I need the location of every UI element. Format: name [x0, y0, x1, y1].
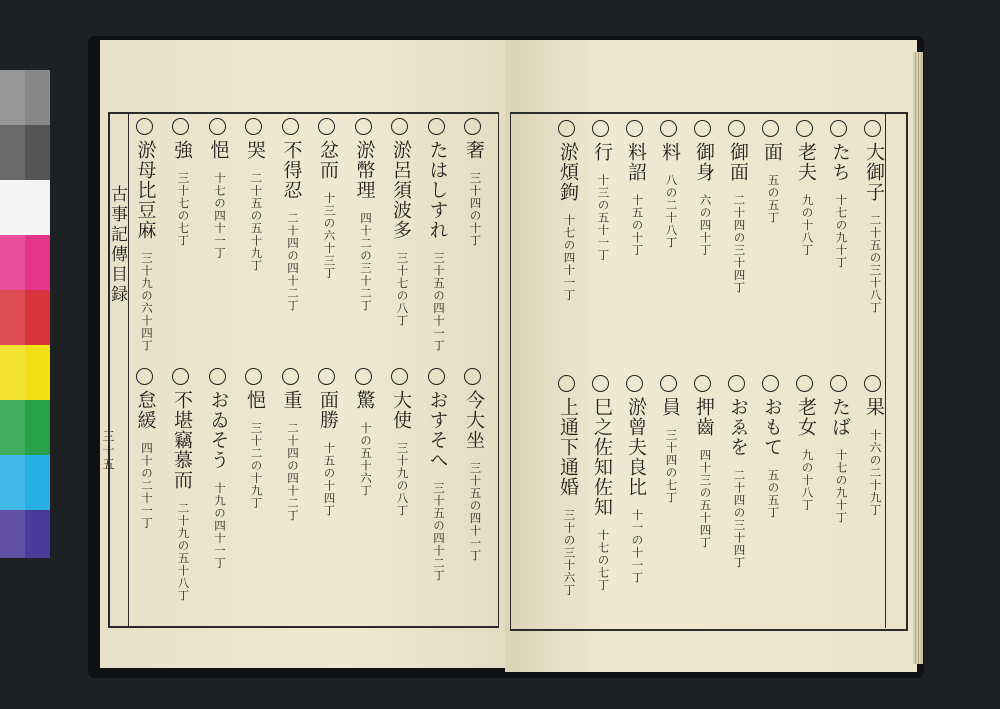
circle-marker-icon — [558, 375, 575, 392]
entry-title: 忿而 — [317, 140, 339, 180]
entry-page-reference: 三十の三十六丁 — [562, 509, 577, 597]
page-stack-edge — [913, 52, 923, 664]
entry-page-reference: 三十二の十九丁 — [249, 422, 264, 510]
left-margin-rule — [128, 112, 129, 628]
circle-marker-icon — [762, 120, 779, 137]
circle-marker-icon — [796, 120, 813, 137]
entry-page-reference: 十五の十四丁 — [322, 442, 337, 517]
entry-page-reference: 四十の二十一丁 — [140, 442, 154, 530]
entry-page-reference: 二十九の五十八丁 — [176, 502, 191, 602]
entry-page-reference: 三十九の六十四丁 — [140, 252, 154, 352]
book-title: 古事記傳目録 — [107, 185, 127, 305]
entry-title: 大御子 — [863, 142, 885, 202]
circle-marker-icon — [864, 375, 881, 392]
entry-title: おゐそう — [207, 390, 230, 470]
entry-title: 重 — [280, 390, 303, 410]
circle-marker-icon — [660, 375, 677, 392]
entry-title: 老夫 — [795, 142, 817, 182]
entry-title: 淤幣理 — [353, 140, 376, 200]
entry-title: 行 — [591, 142, 613, 162]
entry-title: 老女 — [795, 397, 817, 437]
circle-marker-icon — [464, 118, 481, 135]
entry-page-reference: 二十五の三十八丁 — [868, 214, 883, 314]
circle-marker-icon — [282, 368, 299, 385]
entry-title: おもて — [761, 397, 783, 457]
circle-marker-icon — [209, 368, 226, 385]
entry-title: おすそへ — [426, 390, 449, 470]
entry-title: 哭 — [244, 140, 266, 160]
entry-page-reference: 四十二の三十二丁 — [359, 212, 373, 312]
entry-title: 御面 — [727, 142, 749, 182]
circle-marker-icon — [136, 368, 153, 385]
entry-page-reference: 三十五の四十一丁 — [432, 252, 446, 352]
entry-title: 巳之佐知佐知 — [591, 397, 613, 517]
circle-marker-icon — [762, 375, 779, 392]
entry-title: 淤母比豆麻 — [134, 140, 157, 240]
entry-page-reference: 十三の五十一丁 — [596, 174, 611, 262]
entry-title: 悒 — [244, 390, 266, 410]
circle-marker-icon — [209, 118, 226, 135]
circle-marker-icon — [830, 120, 847, 137]
entry-page-reference: 二十四の三十四丁 — [732, 469, 747, 569]
entry-page-reference: 十一の十一丁 — [630, 509, 645, 584]
entry-page-reference: 十七の九十丁 — [834, 194, 849, 269]
entry-page-reference: 三十五の四十二丁 — [432, 482, 446, 582]
circle-marker-icon — [660, 120, 677, 137]
entry-page-reference: 十七の四十一丁 — [213, 172, 227, 260]
entry-page-reference: 二十四の四十二丁 — [286, 212, 300, 312]
entry-page-reference: 三十四の七丁 — [664, 429, 679, 504]
circle-marker-icon — [864, 120, 881, 137]
entry-page-reference: 三十七の七丁 — [176, 172, 191, 247]
entry-page-reference: 八の二十八丁 — [664, 174, 679, 249]
entry-title: 驚 — [353, 390, 376, 410]
entry-page-reference: 四十三の五十四丁 — [698, 449, 713, 549]
circle-marker-icon — [728, 375, 745, 392]
entry-title: 果 — [863, 397, 885, 417]
circle-marker-icon — [318, 368, 335, 385]
entry-page-reference: 二十四の四十二丁 — [286, 422, 300, 522]
entry-title: 不得忍 — [280, 140, 303, 200]
circle-marker-icon — [428, 118, 445, 135]
circle-marker-icon — [592, 375, 609, 392]
circle-marker-icon — [245, 118, 262, 135]
circle-marker-icon — [796, 375, 813, 392]
circle-marker-icon — [391, 118, 408, 135]
entry-title: たはしすれ — [426, 140, 449, 240]
entry-title: 淤呂須波多 — [390, 140, 412, 240]
entry-page-reference: 十の五十六丁 — [359, 422, 373, 497]
entry-title: 大使 — [390, 390, 412, 430]
entry-page-reference: 五の五丁 — [766, 469, 781, 519]
circle-marker-icon — [694, 375, 711, 392]
circle-marker-icon — [172, 368, 189, 385]
entry-title: 面 — [761, 142, 783, 162]
circle-marker-icon — [172, 118, 189, 135]
circle-marker-icon — [245, 368, 262, 385]
entry-title: 押齒 — [693, 397, 715, 437]
entry-title: 員 — [659, 397, 681, 417]
entry-page-reference: 十三の六十三丁 — [322, 192, 337, 280]
circle-marker-icon — [318, 118, 335, 135]
entry-title: 強 — [171, 140, 193, 160]
circle-marker-icon — [694, 120, 711, 137]
entry-page-reference: 三十四の十丁 — [468, 172, 483, 247]
circle-marker-icon — [626, 375, 643, 392]
circle-marker-icon — [558, 120, 575, 137]
circle-marker-icon — [282, 118, 299, 135]
folio-number: 三十五 — [101, 430, 115, 472]
entry-title: 料詔 — [625, 142, 647, 182]
circle-marker-icon — [830, 375, 847, 392]
entry-page-reference: 九の十八丁 — [800, 449, 815, 512]
entry-title: 怠緩 — [134, 390, 157, 430]
entry-page-reference: 六の四十丁 — [698, 194, 713, 257]
right-margin-rule — [885, 112, 886, 628]
entry-page-reference: 十六の二十九丁 — [868, 429, 883, 517]
entry-title: 面勝 — [317, 390, 339, 430]
entry-title: おゑを — [727, 397, 749, 457]
circle-marker-icon — [355, 368, 372, 385]
entry-title: たば — [829, 397, 851, 437]
entry-title: 淤煩鉤 — [557, 142, 579, 202]
circle-marker-icon — [428, 368, 445, 385]
entry-title: 料 — [659, 142, 681, 162]
entry-title: たち — [829, 142, 851, 182]
circle-marker-icon — [391, 368, 408, 385]
entry-title: 今大坐 — [463, 390, 485, 450]
entry-page-reference: 十七の九十丁 — [834, 449, 849, 524]
circle-marker-icon — [136, 118, 153, 135]
entry-page-reference: 二十五の五十九丁 — [249, 172, 264, 272]
entry-page-reference: 十九の四十一丁 — [213, 482, 227, 570]
entry-title: 不堪竊慕而 — [171, 390, 193, 490]
circle-marker-icon — [464, 368, 481, 385]
circle-marker-icon — [626, 120, 643, 137]
entry-page-reference: 三十七の八丁 — [395, 252, 410, 327]
circle-marker-icon — [592, 120, 609, 137]
circle-marker-icon — [355, 118, 372, 135]
entry-page-reference: 五の五丁 — [766, 174, 781, 224]
entry-title: 御身 — [693, 142, 715, 182]
entry-title: 淤曾夫良比 — [625, 397, 647, 497]
entry-page-reference: 三十五の四十一丁 — [468, 462, 483, 562]
entry-title: 悒 — [207, 140, 230, 160]
color-calibration-strip — [0, 70, 50, 558]
entry-page-reference: 十七の四十一丁 — [562, 214, 577, 302]
entry-title: 奢 — [463, 140, 485, 160]
entry-title: 上通下通婚 — [557, 397, 579, 497]
entry-page-reference: 二十四の三十四丁 — [732, 194, 747, 294]
entry-page-reference: 三十九の八丁 — [395, 442, 410, 517]
entry-page-reference: 九の十八丁 — [800, 194, 815, 257]
circle-marker-icon — [728, 120, 745, 137]
entry-page-reference: 十五の十丁 — [630, 194, 645, 257]
entry-page-reference: 十七の七丁 — [596, 529, 611, 592]
